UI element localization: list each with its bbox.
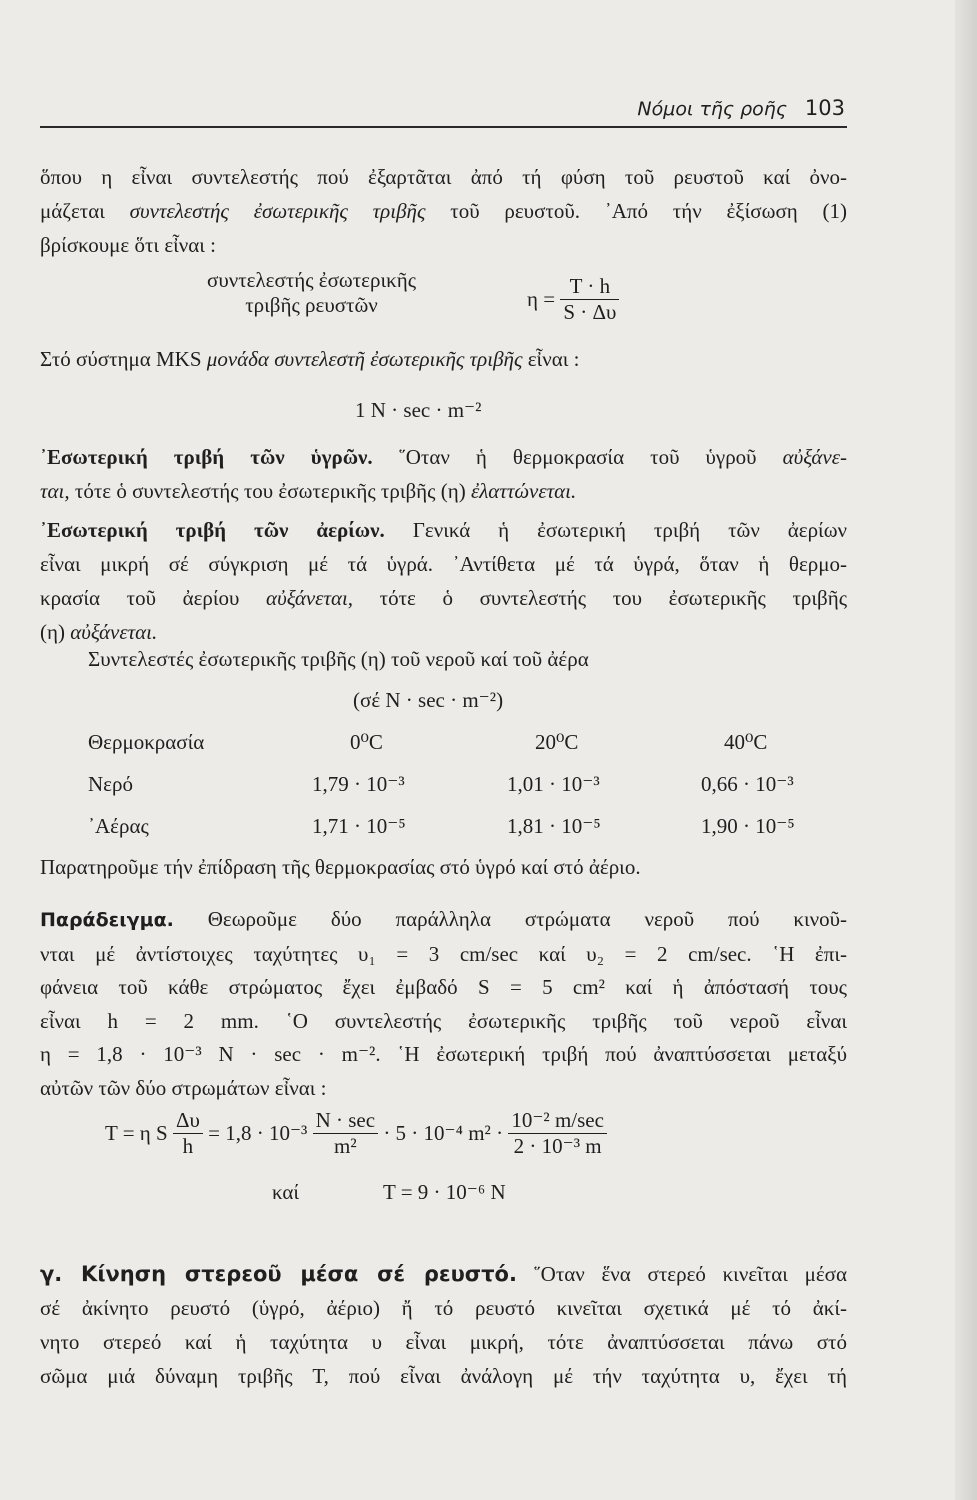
mks-pre: Στό σύστημα MKS <box>40 347 202 371</box>
example-paragraph <box>40 903 847 1105</box>
mks-unit: 1 N · sec · m⁻² <box>355 398 482 422</box>
formula-1-eta <box>527 274 619 325</box>
formula-2-f2-den: m² <box>313 1133 378 1159</box>
example-line-1 <box>40 903 847 938</box>
formula-2-f3-den: 2 · 10⁻³ m <box>508 1133 607 1159</box>
gases-line-2: εἶναι μικρή σέ σύγκριση μέ τά ὑγρά. ᾿Αντίθετα μέ τά ὑγρά, ὅταν ἡ θερμο- <box>40 552 847 576</box>
formula-2-f1-num: Δυ <box>175 1108 200 1132</box>
gases-paragraph <box>40 513 847 649</box>
intro-line-2-post: τοῦ ρευστοῦ. ᾿Από τήν ἐξίσωση (1) <box>450 199 848 223</box>
example-line-5: η = 1,8 · 10⁻³ N · sec · m⁻². ῾Η ἐσωτερική τριβή πού ἀναπτύσσεται μεταξύ <box>40 1042 847 1066</box>
gases-line-4 <box>40 615 847 649</box>
section-gamma-paragraph <box>40 1257 847 1393</box>
table-note <box>40 850 847 884</box>
example-line-1-rest: Θεωροῦμε δύο παράλληλα στρώματα νεροῦ πού κινοῦ- <box>207 907 847 931</box>
table-cell: 1,79 · 10⁻³ <box>312 772 405 796</box>
example-line-6: αὐτῶν τῶν δύο στρωμάτων εἶναι : <box>40 1075 327 1100</box>
section-gamma-line-4: σῶμα μιά δύναμη τριβῆς T, πού εἶναι ἀνάλογη μέ τήν ταχύτητα υ, ἔχει τή <box>40 1364 847 1388</box>
gases-line-1-rest: Γενικά ἡ ἐσωτερική τριβή τῶν ἀερίων <box>412 518 848 542</box>
formula-1-num: T · h <box>569 274 611 298</box>
table-units: (σέ N · sec · m⁻²) <box>353 688 504 712</box>
section-gamma-line-1-rest: ῞Οταν ἕνα στερεό κινεῖται μέσα <box>533 1262 847 1286</box>
formula-2-mid2: · 5 · 10⁻⁴ m² · <box>383 1121 504 1145</box>
gases-line-3-italic: αὐξάνεται, <box>266 586 354 610</box>
table-note-line: Παρατηροῦμε τήν ἐπίδραση τῆς θερμοκρασίας στό ὑγρό καί στό ἀέριο. <box>40 855 641 879</box>
formula-1-word-num: συντελεστής ἐσωτερικῆς <box>207 268 417 292</box>
intro-line-3: βρίσκουμε ὅτι εἶναι : <box>40 233 217 257</box>
formula-1-word-den: τριβῆς ρευστῶν <box>245 293 378 317</box>
table-cell: 1,81 · 10⁻⁵ <box>507 814 601 838</box>
viscosity-term: συντελεστής ἐσωτερικῆς τριβῆς <box>129 199 426 223</box>
gases-line-3-post: τότε ὁ συντελεστής του ἐσωτερικῆς τριβῆς <box>379 586 848 610</box>
table-header-temperature: Θερμοκρασία <box>88 730 205 754</box>
gases-line-3-pre: κρασία τοῦ ἀερίου <box>40 586 240 610</box>
intro-paragraph <box>40 160 847 262</box>
liquids-italic-1: αὐξάνε- <box>782 445 848 469</box>
liquids-text-1: ῞Οταν ἡ θερμοκρασία τοῦ ὑγροῦ <box>398 445 757 469</box>
formula-2 <box>105 1108 607 1159</box>
section-gamma-line-3: νητο στερεό καί ἡ ταχύτητα υ εἶναι μικρή, τότε ἀναπτύσσεται πάνω στό <box>40 1330 847 1354</box>
page-edge-shadow <box>955 0 977 1500</box>
table-cell: 1,01 · 10⁻³ <box>507 772 600 796</box>
table-row-air-label: ᾿Αέρας <box>88 814 149 838</box>
intro-line-2-pre: μάζεται <box>40 199 105 223</box>
table-cell: 1,71 · 10⁻⁵ <box>312 814 406 838</box>
liquids-paragraph <box>40 440 847 508</box>
liquids-italic-3: ἐλαττώνεται. <box>470 479 577 503</box>
formula-2-f1-den: h <box>173 1133 203 1159</box>
formula-2-and: καί <box>272 1180 300 1204</box>
example-line-2: νται μέ ἀντίστοιχες ταχύτητες υ₁ = 3 cm/sec καί υ₂ = 2 cm/sec. ῾Η ἐπι- <box>40 941 847 966</box>
formula-1-word-fraction <box>205 268 418 318</box>
gases-line-4-italic: αὐξάνεται. <box>70 620 158 644</box>
running-title: Νόμοι τῆς ροῆς <box>637 98 787 120</box>
gases-line-4-pre: (η) <box>40 620 65 644</box>
table-header-40c: 40⁰C <box>724 730 768 754</box>
formula-2-f3-num: 10⁻² m/sec <box>511 1108 604 1132</box>
liquids-line-2 <box>40 474 847 508</box>
formula-2-lhs: T = η S <box>105 1121 168 1145</box>
mks-term: μονάδα συντελεστῆ ἐσωτερικῆς τριβῆς <box>206 347 523 371</box>
section-gamma-line-1 <box>40 1257 847 1291</box>
table-header-0c: 0⁰C <box>350 730 383 754</box>
formula-2-f2-num: N · sec <box>315 1108 376 1132</box>
section-gamma-title: γ. Κίνηση στερεοῦ μέσα σέ ρευστό. <box>40 1262 517 1286</box>
mks-paragraph <box>40 342 847 376</box>
formula-1-den: S · Δυ <box>560 299 619 325</box>
table-cell: 0,66 · 10⁻³ <box>701 772 794 796</box>
example-line-3: φάνεια τοῦ κάθε στρώματος ἔχει ἐμβαδό S = 5 cm² καί ἡ ἀπόστασή τους <box>40 975 847 999</box>
section-gamma-line-2: σέ ἀκίνητο ρευστό (ὑγρό, ἀέριο) ἤ τό ρευστό κινεῖται σχετικά μέ τό ἀκί- <box>40 1296 847 1320</box>
liquids-title: ᾿Εσωτερική τριβή τῶν ὑγρῶν. <box>40 445 373 469</box>
liquids-italic-2: ται, <box>40 479 70 503</box>
page-header <box>40 96 847 128</box>
gases-title: ᾿Εσωτερική τριβή τῶν ἀερίων. <box>40 518 385 542</box>
liquids-line-1 <box>40 440 847 474</box>
formula-2-result: T = 9 · 10⁻⁶ N <box>383 1180 506 1204</box>
example-line-4: εἶναι h = 2 mm. ῾Ο συντελεστής ἐσωτερικῆς τριβῆς τοῦ νεροῦ εἶναι <box>40 1008 847 1033</box>
table-title: Συντελεστές ἐσωτερικῆς τριβῆς (η) τοῦ νεροῦ καί τοῦ ἀέρα <box>88 647 589 671</box>
formula-1-lhs: η = <box>527 287 556 311</box>
intro-line-2 <box>40 194 847 228</box>
mks-line <box>40 342 847 376</box>
table-cell: 1,90 · 10⁻⁵ <box>701 814 795 838</box>
liquids-text-2: τότε ὁ συντελεστής του ἐσωτερικῆς τριβῆς (η) <box>74 479 466 503</box>
table-header-20c: 20⁰C <box>535 730 579 754</box>
table-row-water-label: Νερό <box>88 772 133 796</box>
page-number: 103 <box>804 96 845 120</box>
gases-line-3 <box>40 581 847 615</box>
mks-post: εἶναι : <box>527 347 580 371</box>
formula-2-mid: = 1,8 · 10⁻³ <box>208 1121 308 1145</box>
intro-line-1: ὅπου η εἶναι συντελεστής πού ἐξαρτᾶται ἀπό τή φύση τοῦ ρευστοῦ καί ὀνο- <box>40 165 847 189</box>
example-label: Παράδειγμα. <box>40 909 174 931</box>
gases-line-1 <box>40 513 847 547</box>
